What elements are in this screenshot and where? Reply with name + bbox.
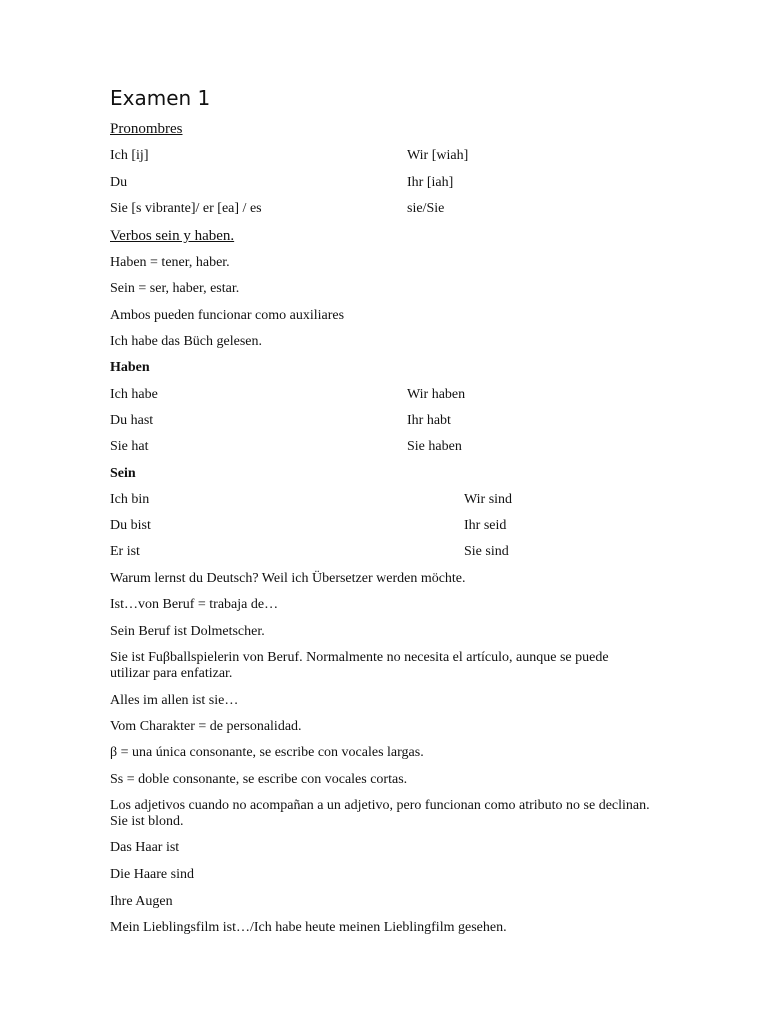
note-line: Mein Lieblingsfilm ist…/Ich habe heute meinen Lieblingfilm gesehen. xyxy=(110,920,507,935)
conjugation-row-right: Ihr habt xyxy=(407,413,451,428)
conjugation-row-left: Sie hat xyxy=(110,439,149,454)
subheading-haben: Haben xyxy=(110,360,150,375)
note-line: Sein Beruf ist Dolmetscher. xyxy=(110,624,265,639)
conjugation-row-right: Sie sind xyxy=(464,544,509,559)
conjugation-row-left: Du bist xyxy=(110,518,151,533)
note-line: Ambos pueden funcionar como auxiliares xyxy=(110,308,345,323)
section-heading-pronombres: Pronombres xyxy=(110,121,183,137)
conjugation-row-right: Wir sind xyxy=(464,492,513,507)
pronoun-row-right: Wir [wiah] xyxy=(407,148,469,163)
conjugation-row-left: Ich bin xyxy=(110,492,150,507)
pronoun-row-right: Ihr [iah] xyxy=(407,175,454,190)
note-line: Vom Charakter = de personalidad. xyxy=(110,719,302,734)
conjugation-row-left: Du hast xyxy=(110,413,154,428)
note-line: Haben = tener, haber. xyxy=(110,255,230,270)
pronoun-row-left: Ich [ij] xyxy=(110,148,149,163)
section-heading-verbos: Verbos sein y haben. xyxy=(110,228,235,244)
note-line: Sein = ser, haber, estar. xyxy=(110,281,240,296)
conjugation-row-right: Sie haben xyxy=(407,439,462,454)
page-title: Examen 1 xyxy=(110,86,211,110)
subheading-sein: Sein xyxy=(110,466,136,481)
note-line: Ss = doble consonante, se escribe con vocales cortas. xyxy=(110,772,408,787)
conjugation-row-left: Ich habe xyxy=(110,387,158,402)
note-line: Ihre Augen xyxy=(110,894,173,909)
pronoun-row-right: sie/Sie xyxy=(407,201,445,216)
conjugation-row-left: Er ist xyxy=(110,544,140,559)
conjugation-row-right: Wir haben xyxy=(407,387,466,402)
note-paragraph: Sie ist Fuβballspielerin von Beruf. Normalmente no necesita el artículo, aunque se puede utilizar para enfatizar. xyxy=(110,650,609,681)
pronoun-row-left: Du xyxy=(110,175,128,190)
note-line: Die Haare sind xyxy=(110,867,194,882)
note-line: Das Haar ist xyxy=(110,840,180,855)
note-line: Alles im allen ist sie… xyxy=(110,693,239,708)
note-line: Warum lernst du Deutsch? Weil ich Übersetzer werden möchte. xyxy=(110,571,466,586)
pronoun-row-left: Sie [s vibrante]/ er [ea] / es xyxy=(110,201,262,216)
note-line: β = una única consonante, se escribe con vocales largas. xyxy=(110,745,424,760)
note-line: Ist…von Beruf = trabaja de… xyxy=(110,597,279,612)
note-line: Ich habe das Büch gelesen. xyxy=(110,334,262,349)
note-paragraph: Los adjetivos cuando no acompañan a un adjetivo, pero funcionan como atributo no se declinan. Sie ist blond. xyxy=(110,798,650,829)
conjugation-row-right: Ihr seid xyxy=(464,518,507,533)
